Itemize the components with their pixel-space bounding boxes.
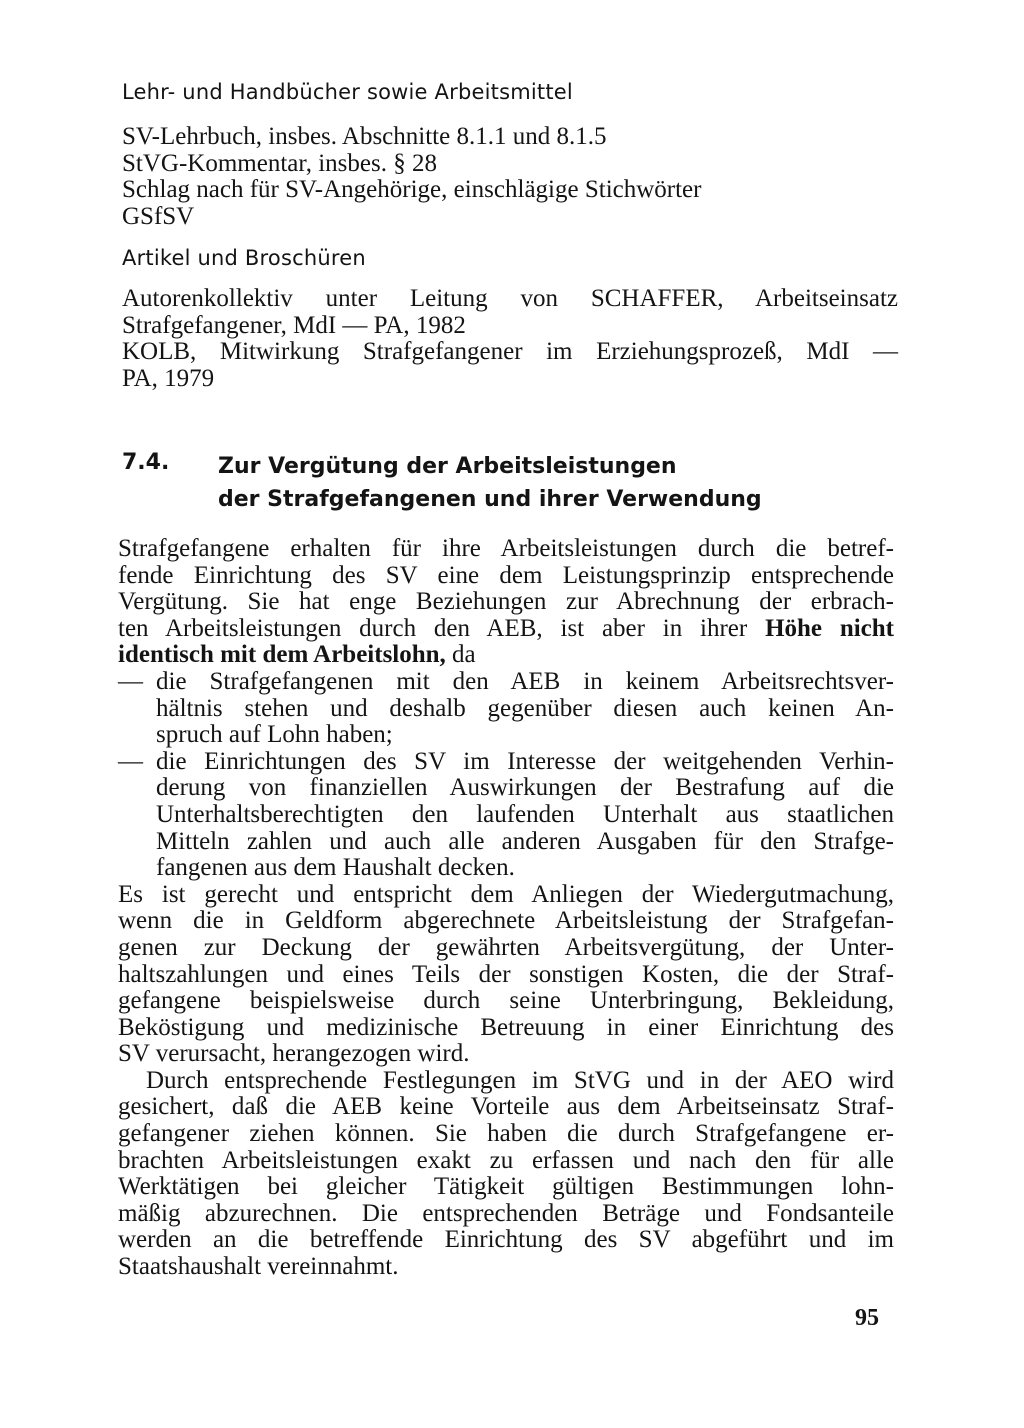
paragraph-line: wenn die in Geldform abgerechnete Arbeitsleistung der Strafgefan-: [118, 907, 894, 935]
reference-item: SV-Lehrbuch, insbes. Abschnitte 8.1.1 und 8.1.5: [122, 123, 607, 150]
section-title: [218, 450, 762, 516]
bullet-line: Mitteln zahlen und auch alle anderen Ausgaben für den Strafge-: [156, 827, 894, 855]
text-run: ten Arbeitsleistungen durch den AEB, ist aber in ihrer: [118, 614, 766, 642]
body-text: [118, 536, 894, 1281]
section-title-line: der Strafgefangenen und ihrer Verwendung: [218, 487, 762, 512]
paragraph-line: gefangener ziehen können. Sie haben die durch Strafgefangene er-: [118, 1120, 894, 1148]
bullet-line: hältnis stehen und deshalb gegenüber diesen auch keinen An-: [156, 694, 894, 722]
paragraph-line: werden an die betreffende Einrichtung des SV abgeführt und im: [118, 1226, 894, 1254]
emphasis-text: Höhe nicht: [765, 614, 895, 642]
reference-item: Schlag nach für SV-Angehörige, einschlägige Stichwörter: [122, 176, 702, 203]
paragraph-line: gefangene beispielsweise durch seine Unterbringung, Bekleidung,: [118, 987, 894, 1015]
paragraph-line: [118, 642, 894, 669]
paragraph-line: mäßig abzurechnen. Die entsprechenden Beträge und Fondsanteile: [118, 1199, 894, 1227]
articles-label: Artikel und Broschüren: [122, 246, 366, 270]
bullet-dash: —: [118, 667, 143, 695]
textbooks-label: Lehr- und Handbücher sowie Arbeitsmittel: [122, 80, 573, 104]
article-item-line: Autorenkollektiv unter Leitung von SCHAFFER, Arbeitseinsatz: [122, 285, 898, 312]
article-item-line: PA, 1979: [122, 364, 215, 392]
bullet-item: [118, 749, 894, 882]
emphasis-text: identisch mit dem Arbeitslohn,: [118, 641, 446, 669]
page-number: 95: [855, 1305, 879, 1331]
bullet-dash: —: [118, 747, 143, 775]
paragraph-line: [118, 616, 894, 643]
bullet-line: Unterhaltsberechtigten den laufenden Unterhalt aus staatlichen: [156, 800, 894, 828]
bullet-line: fangenen aus dem Haushalt decken.: [156, 854, 515, 882]
paragraph-line: fende Einrichtung des SV eine dem Leistungsprinzip entsprechende: [118, 561, 894, 589]
bullet-line: derung von finanziellen Auswirkungen der Bestrafung auf die: [156, 774, 894, 802]
paragraph-line: Strafgefangene erhalten für ihre Arbeitsleistungen durch die betref-: [118, 535, 894, 562]
section-title-line: Zur Vergütung der Arbeitsleistungen: [218, 454, 677, 479]
textbooks-list: [122, 124, 902, 230]
paragraph-line: Es ist gerecht und entspricht dem Anliegen der Wiedergutmachung,: [118, 880, 894, 908]
article-item-line: Strafgefangener, MdI — PA, 1982: [122, 311, 466, 339]
paragraph-line: Staatshaushalt vereinnahmt.: [118, 1253, 399, 1281]
paragraph-line: Vergütung. Sie hat enge Beziehungen zur Abrechnung der erbrach-: [118, 588, 894, 616]
article-item-line: KOLB, Mitwirkung Strafgefangener im Erziehungsprozeß, MdI —: [122, 338, 898, 365]
paragraph-line: Durch entsprechende Festlegungen im StVG und in der AEO wird: [146, 1066, 894, 1094]
text-run: da: [445, 641, 476, 669]
bullet-line: die Strafgefangenen mit den AEB in keinem Arbeitsrechtsver-: [156, 667, 894, 695]
paragraph-line: haltszahlungen und eines Teils der sonstigen Kosten, die der Straf-: [118, 960, 894, 988]
bullet-line: spruch auf Lohn haben;: [156, 721, 393, 749]
paragraph-line: brachten Arbeitsleistungen exakt zu erfassen und nach den für alle: [118, 1146, 894, 1174]
section-number: 7.4.: [122, 450, 170, 475]
articles-list: [122, 286, 898, 392]
reference-item: StVG-Kommentar, insbes. § 28: [122, 149, 437, 177]
paragraph-line: Werktätigen bei gleicher Tätigkeit gültigen Bestimmungen lohn-: [118, 1173, 894, 1201]
reference-item: GSfSV: [122, 202, 195, 230]
paragraph-line: genen zur Deckung der gewährten Arbeitsvergütung, der Unter-: [118, 933, 894, 961]
bullet-line: die Einrichtungen des SV im Interesse der weitgehenden Verhin-: [156, 747, 894, 775]
bullet-item: [118, 669, 894, 749]
paragraph-line: Beköstigung und medizinische Betreuung in einer Einrichtung des: [118, 1013, 894, 1041]
paragraph-line: gesichert, daß die AEB keine Vorteile aus dem Arbeitseinsatz Straf-: [118, 1093, 894, 1121]
paragraph-line: SV verursacht, herangezogen wird.: [118, 1040, 470, 1068]
